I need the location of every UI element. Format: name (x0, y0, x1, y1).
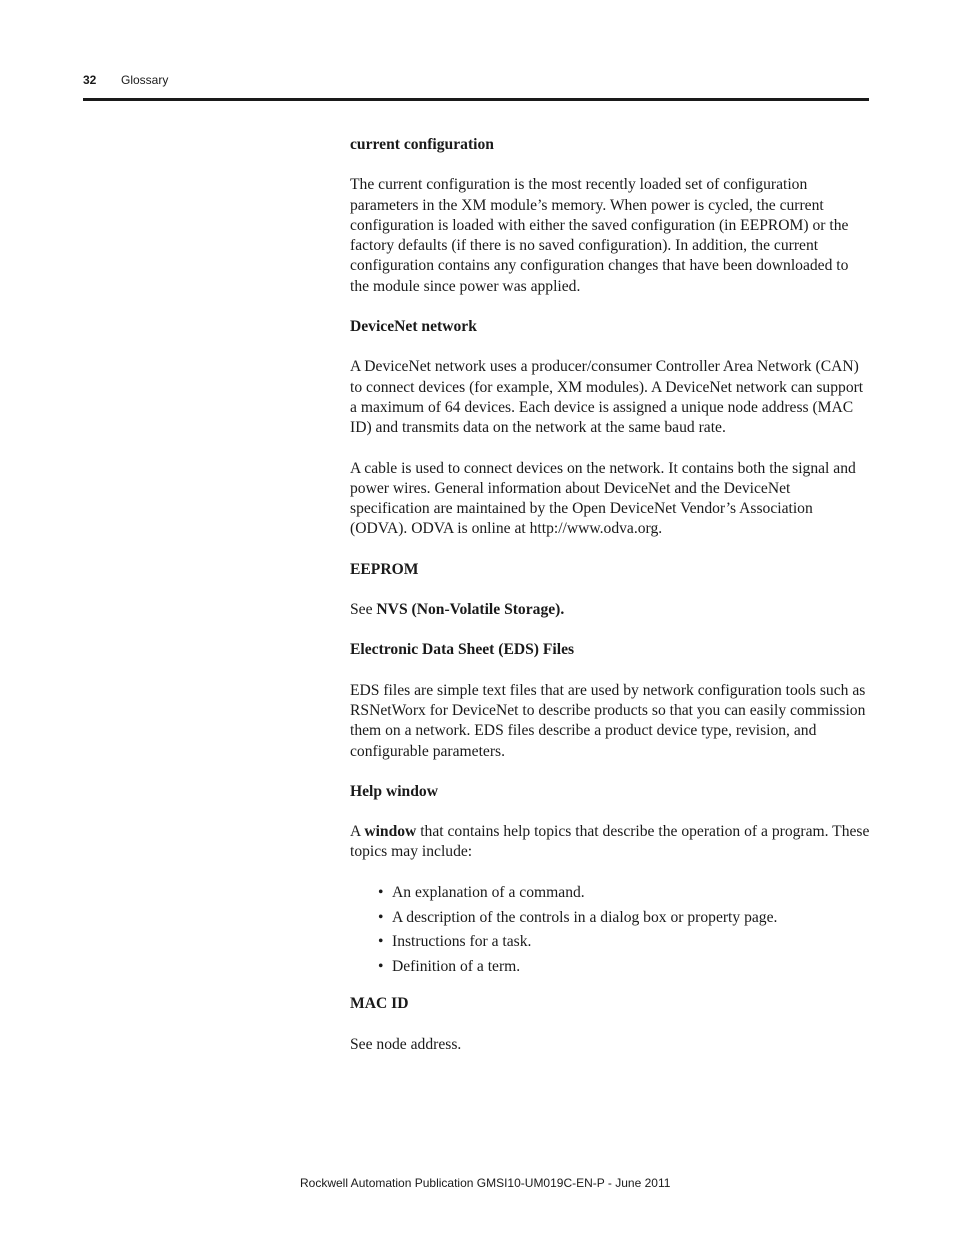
cross-reference-nvs: NVS (Non-Volatile Storage). (376, 601, 565, 619)
definition-help-window (350, 822, 870, 863)
term-devicenet-network: DeviceNet network (350, 318, 477, 336)
term-eds-files: Electronic Data Sheet (EDS) Files (350, 641, 575, 659)
list-item: • Instructions for a task. (350, 932, 870, 952)
glossary-content (350, 135, 870, 1075)
page-number: 32 (83, 73, 97, 87)
definition-current-configuration: The current configuration is the most recently loaded set of configuration parameters in the XM module’s memory. When power is cycled, the current configuration is loaded with either the saved configuration (in EEPROM) or the factory defaults (if there is no saved configuration). In addition, the current configuration contains any configuration changes that have been downloaded to the module since power was applied. (350, 176, 849, 295)
see-prefix: See (350, 601, 377, 619)
cross-reference-window: window (364, 823, 417, 841)
list-item: • Definition of a term. (350, 957, 870, 977)
term-mac-id: MAC ID (350, 995, 409, 1013)
definition-suffix: that contains help topics that describe the operation of a program. These topics may include: (350, 823, 870, 861)
term-eeprom: EEPROM (350, 560, 419, 578)
section-title: Glossary (121, 73, 169, 87)
list-item: • A description of the controls in a dialog box or property page. (350, 908, 870, 928)
definition-eds-files: EDS files are simple text files that are used by network configuration tools such as RSNetWorx for DeviceNet to describe products so that you can easily commission them on a network. EDS files describe a product device type, revision, and configurable parameters. (350, 681, 866, 760)
page-header (83, 72, 869, 101)
definition-mac-id: See node address. (350, 1035, 462, 1053)
definition-prefix: A (350, 823, 365, 841)
term-help-window: Help window (350, 782, 438, 800)
definition-devicenet-network-1: A DeviceNet network uses a producer/consumer Controller Area Network (CAN) to connect devices (for example, XM modules). A DeviceNet network can support a maximum of 64 devices. Each device is assigned a unique node address (MAC ID) and transmits data on the network at the same baud rate. (350, 358, 864, 437)
list-item: • An explanation of a command. (350, 883, 870, 903)
definition-eeprom (350, 600, 870, 620)
help-topics-list (350, 883, 870, 978)
term-current-configuration: current configuration (350, 136, 494, 153)
definition-devicenet-network-2: A cable is used to connect devices on the network. It contains both the signal and power wires. General information about DeviceNet and the DeviceNet specification are maintained by the Open DeviceNet Vendor’s Association (ODVA). ODVA is online at http://www.odva.org. (350, 459, 856, 538)
page-footer: Rockwell Automation Publication GMSI10-UM019C-EN-P - June 2011 (300, 1176, 671, 1190)
